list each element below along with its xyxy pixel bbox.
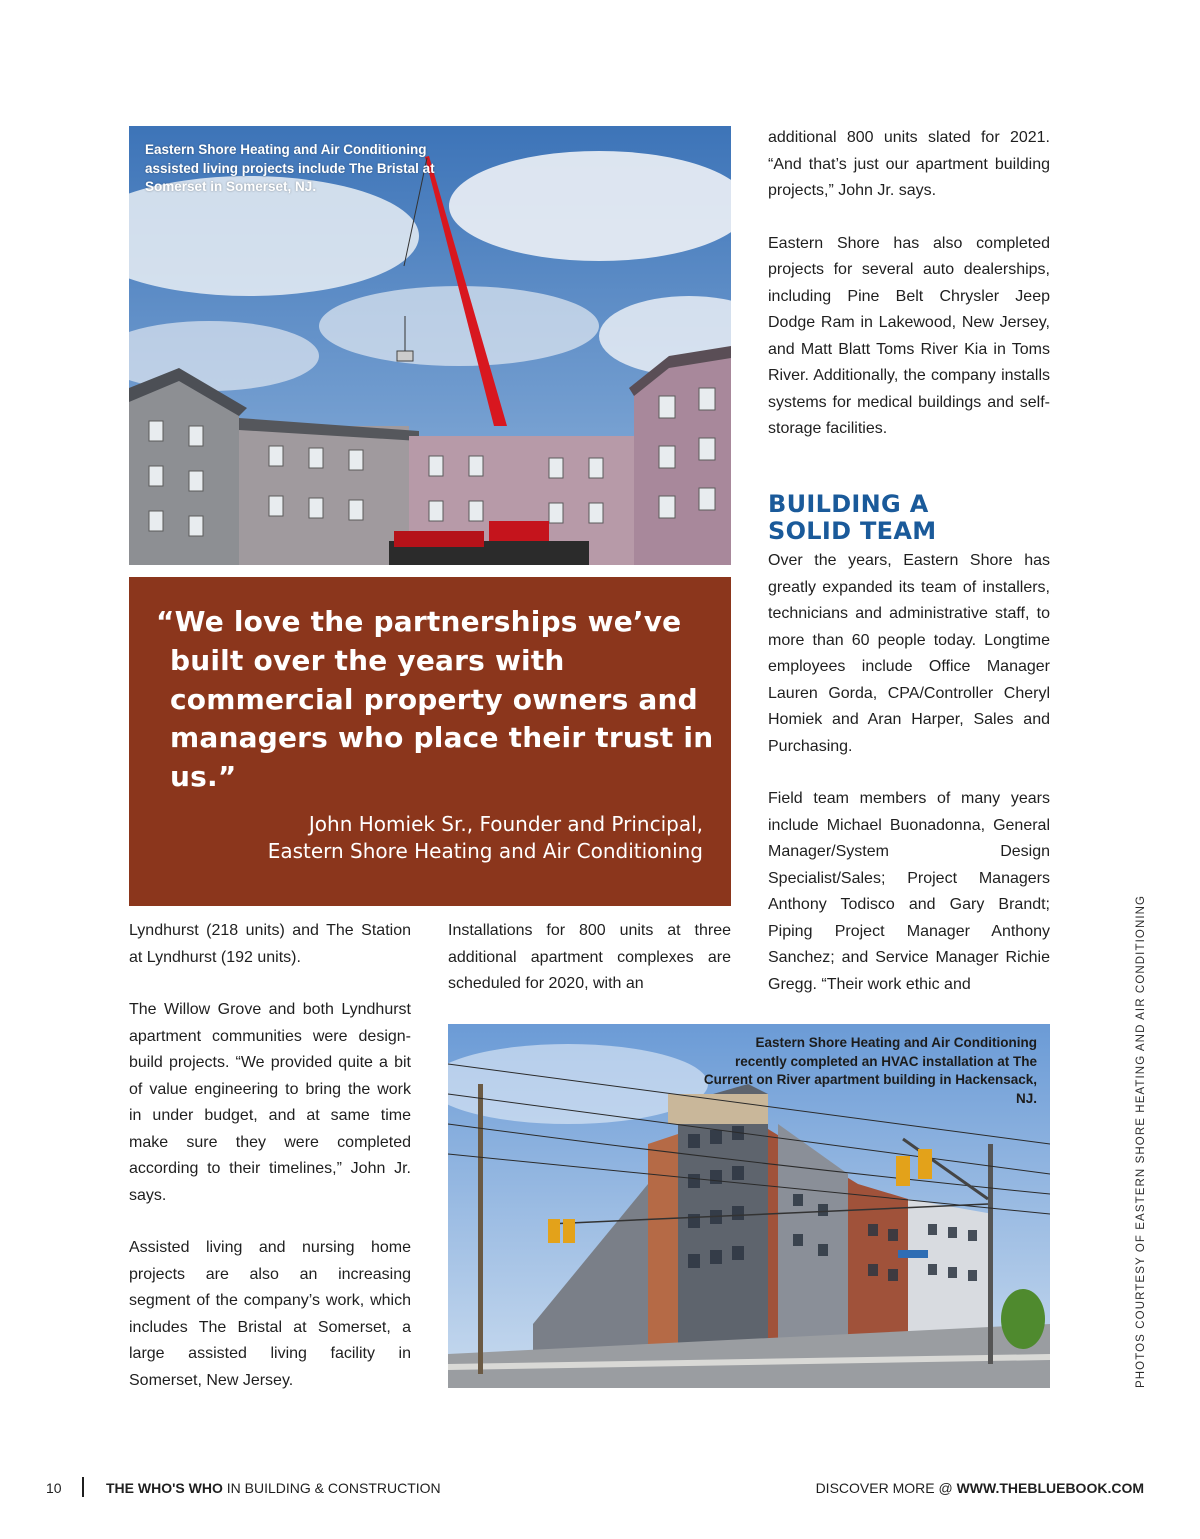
paragraph: The Willow Grove and both Lyndhurst apartment communities were design-build projects. “We provided quite a bit of value engineering to bring the work in under budget, and at same time make sure they were completed according to their timelines,” John Jr. says. [129, 1001, 411, 1204]
paragraph: Lyndhurst (218 units) and The Station at Lyndhurst (192 units). [129, 922, 411, 966]
page-number: 10 [46, 1480, 62, 1496]
body-column-2 [448, 918, 731, 998]
body-column-1 [129, 918, 411, 1394]
photo2-caption: Eastern Shore Heating and Air Conditioning recently completed an HVAC installation at The Current on River apartment building in Hackensack, NJ. [703, 1035, 1037, 1106]
discover-url-link[interactable]: WWW.THEBLUEBOOK.COM [956, 1480, 1144, 1496]
body-column-3-bottom [768, 548, 1050, 998]
paragraph: Over the years, Eastern Shore has greatly expanded its team of installers, technicians and administrative staff, to more than 60 people today. Longtime employees include Office Manager Lauren Gorda, CPA/Controller Cheryl Homiek and Aran Harper, Sales and Purchasing. [768, 552, 1050, 755]
publication-title-bold: THE WHO'S WHO [106, 1480, 223, 1496]
footer-divider [82, 1477, 84, 1497]
paragraph: Eastern Shore has also completed projects for several auto dealerships, including Pine Belt Chrysler Jeep Dodge Ram in Lakewood, New Jersey, and Matt Blatt Toms River Kia in Toms River. Additionally, the company installs systems for medical buildings and self-storage facilities. [768, 234, 1050, 437]
discover-more [816, 1480, 1144, 1496]
discover-prefix: DISCOVER MORE @ [815, 1480, 957, 1496]
page-footer [0, 1476, 1200, 1500]
pull-quote-text: “We love the partnerships we’ve built over the years with commercial property owners and managers who place their trust in us.” [156, 605, 714, 794]
attribution-line-2: Eastern Shore Heating and Air Conditioning [267, 839, 703, 863]
publication-title-rest: IN BUILDING & CONSTRUCTION [222, 1480, 441, 1496]
photo1-caption: Eastern Shore Heating and Air Conditioning assisted living projects include The Bristal at Somerset in Somerset, NJ. [145, 142, 435, 194]
body-column-3-top [768, 125, 1050, 443]
heading-line-2: SOLID TEAM [768, 517, 937, 545]
paragraph: additional 800 units slated for 2021. “And that’s just our apartment building projects,” John Jr. says. [768, 129, 1050, 199]
paragraph: Installations for 800 units at three additional apartment complexes are scheduled for 2020, with an [448, 922, 731, 992]
paragraph: Field team members of many years include Michael Buonadonna, General Manager/System Design Specialist/Sales; Project Managers Anthony Todisco and Gary Brandt; Piping Project Manager Anthony Sanchez; and Service Manager Richie Gregg. “Their work ethic and [768, 790, 1050, 993]
section-heading [768, 491, 1068, 545]
photo-credit: PHOTOS COURTESY OF EASTERN SHORE HEATING AND AIR CONDITIONING [1135, 894, 1147, 1388]
attribution-line-1: John Homiek Sr., Founder and Principal, [308, 812, 703, 836]
pull-quote-attribution [160, 811, 703, 865]
publication-title [106, 1480, 441, 1496]
heading-line-1: BUILDING A [768, 490, 929, 518]
paragraph: Assisted living and nursing home projects are also an increasing segment of the company’s work, which includes The Bristal at Somerset, a large assisted living facility in Somerset, New Jersey. [129, 1239, 411, 1389]
